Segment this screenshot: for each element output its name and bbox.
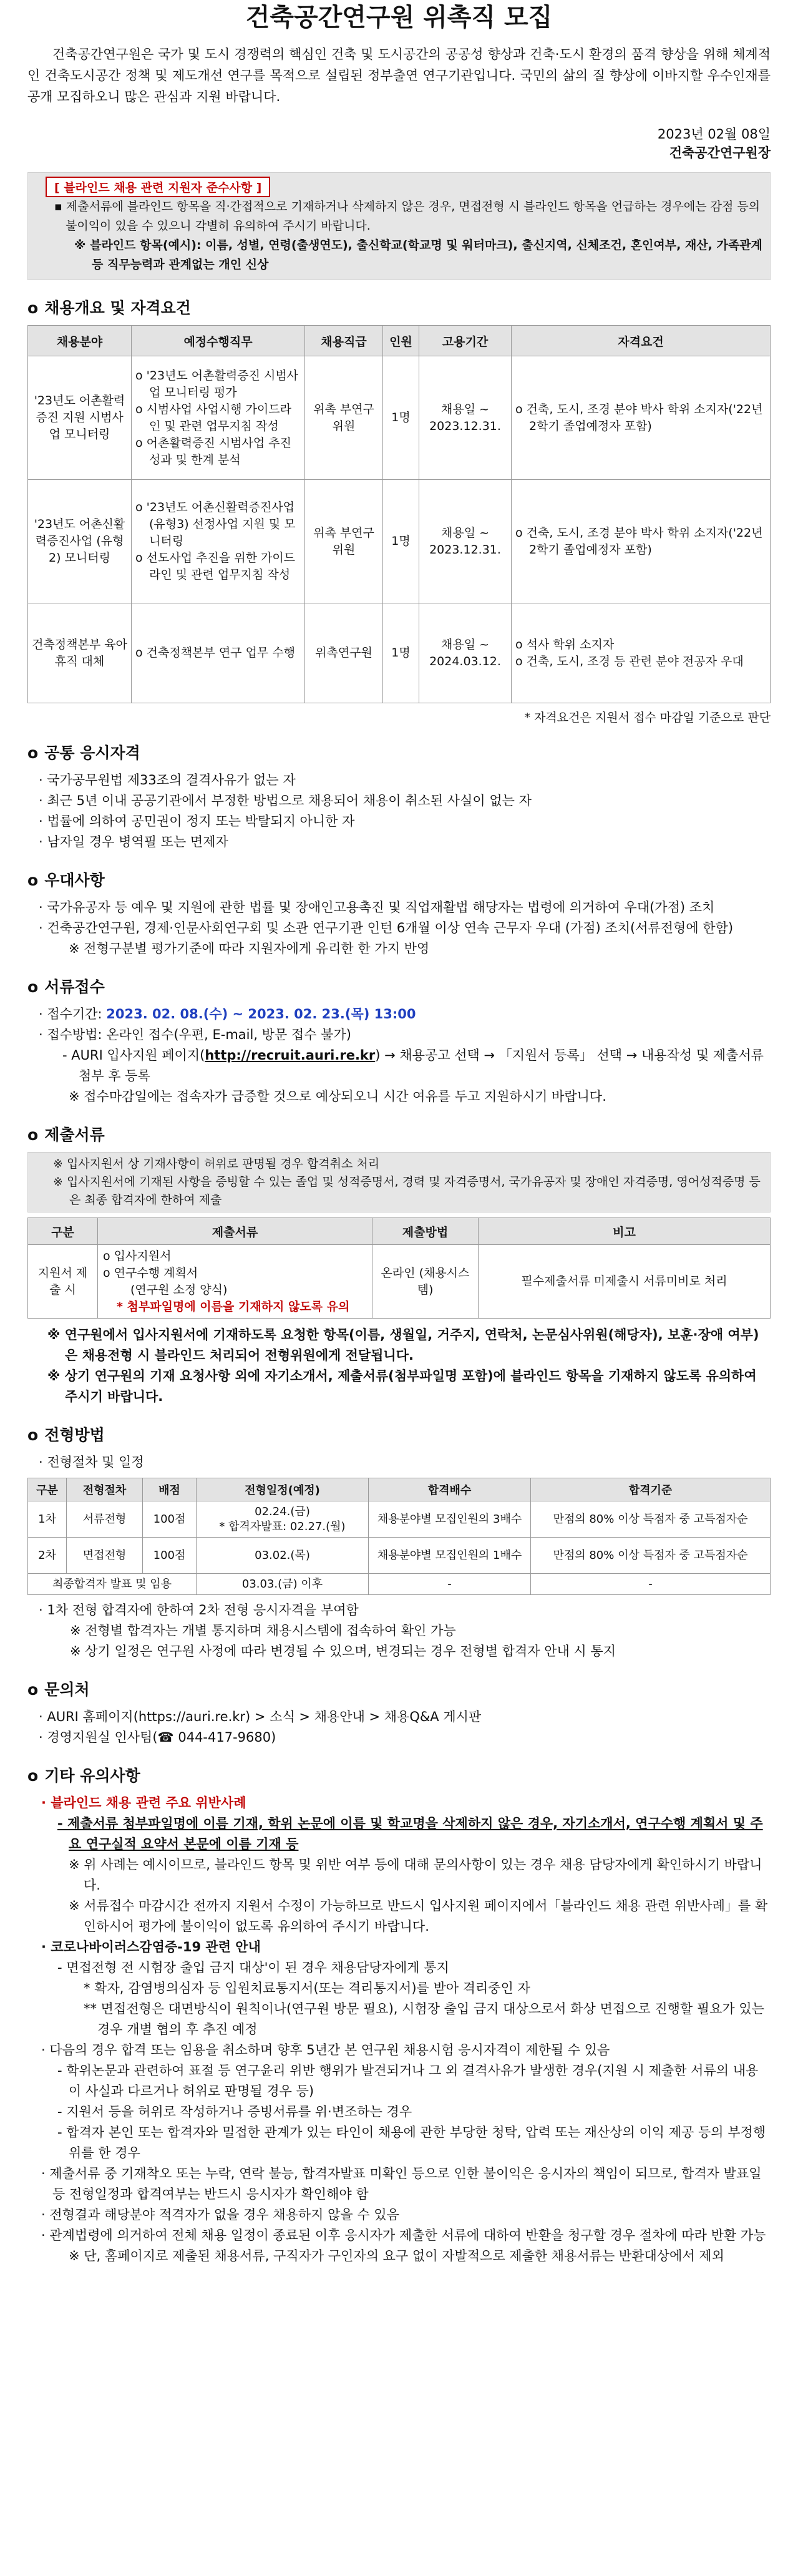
blind-violation-note: ※ 서류접수 마감시간 전까지 지원서 수정이 가능하므로 반드시 입사지원 페이지에서「블라인드 채용 관련 위반사례」를 확인하시어 평가에 불이익이 없도록 유의하여 주시기 바랍니다. xyxy=(69,1898,768,1934)
notice-date: 2023년 02월 08일 xyxy=(657,127,771,142)
covid-main: - 면접전형 전 시험장 출입 금지 대상'이 된 경우 채용담당자에게 통지 xyxy=(57,1960,449,1975)
table-row: 최종합격자 발표 및 임용 03.03.(금) 이후 - - xyxy=(28,1574,771,1595)
table-row: 지원서 제출 시 o 입사지원서 o 연구수행 계획서 (연구원 소정 양식) * 첨부파일명에 이름을 기재하지 않도록 유의 온라인 (채용시스템) 필수제출서류 미제출시 서류미비로 처리 xyxy=(28,1245,771,1319)
page-title: 건축공간연구원 위촉직 모집 xyxy=(245,3,553,32)
list-item: - 지원서 등을 허위로 작성하거나 증빙서류를 위·변조하는 경우 xyxy=(57,2104,412,2119)
blind-violation-title: · 블라인드 채용 관련 주요 위반사례 xyxy=(41,1795,246,1810)
table-row: 2차 면접전형 100점 03.02.(목) 채용분야별 모집인원의 1배수 만점의 80% 이상 득점자 중 고득점자순 xyxy=(28,1538,771,1574)
blind-violation-note: ※ 위 사례는 예시이므로, 블라인드 항목 및 위반 여부 등에 대해 문의사항이 있는 경우 채용 담당자에게 확인하시기 바랍니다. xyxy=(69,1857,762,1893)
covid-note: ** 면접전형은 대면방식이 원칙이나(연구원 방문 필요), 시험장 출입 금지 대상으로서 화상 면접으로 진행할 필요가 있는 경우 개별 협의 후 추진 예정 xyxy=(84,2001,764,2037)
table-row: '23년도 어촌신활력증진사업 (유형2) 모니터링 o '23년도 어촌신활력증진사업 (유형3) 선정사업 지원 및 모니터링 o 선도사업 추진을 위한 가이드라인 및 관련 업무지침 작성 위촉 부연구위원 1명 채용일 ~ 2023.12.31. o 건축, 도시, 조경 분야 박사 학위 소지자('22년 2학기 졸업예정자 포함) xyxy=(28,480,771,603)
documents-warning-box: ※ 입사지원서 상 기재사항이 허위로 판명될 경우 합격취소 처리 ※ 입사지원서에 기재된 사항을 증빙할 수 있는 졸업 및 성적증명서, 경력 및 자격증명서, 국가유공자 및 장애인 자격증명, 영어성적증명 등은 최종 합격자에 한하여 제출 xyxy=(27,1152,771,1212)
recruit-site-link[interactable]: http://recruit.auri.re.kr xyxy=(205,1048,376,1063)
selection-note: ※ 전형별 합격자는 개별 통지하며 채용시스템에 접속하여 확인 가능 xyxy=(70,1623,456,1638)
section-heading-documents: o 제출서류 xyxy=(27,1126,105,1144)
table-header-row: 채용분야 예정수행직무 채용직급 인원 고용기간 자격요건 xyxy=(28,326,771,356)
selection-note: ※ 상기 일정은 연구원 사정에 따라 변경될 수 있으며, 변경되는 경우 전형별 합격자 안내 시 통지 xyxy=(70,1644,616,1659)
contact-website[interactable]: · AURI 홈페이지(https://auri.re.kr) > 소식 > 채용안내 > 채용Q&A 게시판 xyxy=(39,1709,482,1724)
list-item: · 국가공무원법 제33조의 결격사유가 없는 자 xyxy=(39,773,296,788)
table-row: '23년도 어촌활력증진 지원 시범사업 모니터링 o '23년도 어촌활력증진 시범사업 모니터링 평가 o 시범사업 사업시행 가이드라인 및 관련 업무지침 작성 o 어촌활력증진 시범사업 추진 성과 및 한계 분석 위촉 부연구위원 1명 채용일 ~ 2023.12.31. o 건축, 도시, 조경 분야 박사 학위 소지자('22년 2학기 졸업예정자 포함) xyxy=(28,356,771,480)
table-row: 건축정책본부 육아휴직 대체 o 건축정책본부 연구 업무 수행 위촉연구원 1명 채용일 ~ 2024.03.12. o 석사 학위 소지자 o 건축, 도시, 조경 등 관련 분야 전공자 우대 xyxy=(28,603,771,703)
selection-sub: · 전형절차 및 일정 xyxy=(39,1455,144,1470)
overview-table xyxy=(27,325,771,703)
list-item: · 다음의 경우 합격 또는 임용을 취소하며 향후 5년간 본 연구원 채용시험 응시자격이 제한될 수 있음 xyxy=(41,2042,610,2057)
selection-after: · 1차 전형 합격자에 한하여 2차 전형 응시자격을 부여함 xyxy=(39,1603,359,1617)
section-heading-contact: o 문의처 xyxy=(27,1681,90,1699)
list-item: - 학위논문과 관련하여 표절 등 연구윤리 위반 행위가 발견되거나 그 외 결격사유가 발생한 경우(지원 시 제출한 서류의 내용이 사실과 다르거나 허위로 판명될 경우 등) xyxy=(57,2063,759,2099)
application-method: · 접수방법: 온라인 접수(우편, E-mail, 방문 접수 불가) xyxy=(39,1027,351,1042)
documents-table xyxy=(27,1217,771,1319)
blind-notice-line: ▪ 제출서류에 블라인드 항목을 직·간접적으로 기재하거나 삭제하지 않은 경우, 면접전형 시 블라인드 항목을 언급하는 경우에는 감점 등의 불이익이 있을 수 있으니 각별히 유의하여 주시기 바랍니다. xyxy=(54,200,761,233)
covid-title: · 코로나바이러스감염증-19 관련 안내 xyxy=(41,1939,261,1954)
issuer: 건축공간연구원장 xyxy=(669,145,771,160)
application-note: ※ 접수마감일에는 접속자가 급증할 것으로 예상되오니 시간 여유를 두고 지원하시기 바랍니다. xyxy=(69,1089,606,1104)
documents-note: ※ 상기 연구원의 기재 요청사항 외에 자기소개서, 제출서류(첨부파일명 포함)에 블라인드 항목을 기재하지 않도록 유의하여 주시기 바랍니다. xyxy=(47,1368,757,1404)
section-heading-application: o 서류접수 xyxy=(27,978,105,996)
table-row: 1차 서류전형 100점 02.24.(금) * 합격자발표: 02.27.(월) 채용분야별 모집인원의 3배수 만점의 80% 이상 득점자 중 고득점자순 xyxy=(28,1501,771,1538)
table-header-row: 구분 전형절차 배점 전형일정(예정) 합격배수 합격기준 xyxy=(28,1478,771,1501)
list-item: ※ 단, 홈페이지로 제출된 채용서류, 구직자가 구인자의 요구 없이 자발적으로 제출한 채용서류는 반환대상에서 제외 xyxy=(69,2248,724,2263)
covid-note: * 확자, 감염병의심자 등 입원치료통지서(또는 격리통지서)를 받아 격리중인 자 xyxy=(84,1981,530,1996)
recruitment-notice xyxy=(27,0,771,2279)
list-item: · 최근 5년 이내 공공기관에서 부정한 방법으로 채용되어 채용이 취소된 사실이 없는 자 xyxy=(39,793,532,808)
list-item: · 법률에 의하여 공민권이 정지 또는 박탈되지 아니한 자 xyxy=(39,814,355,829)
intro-paragraph: 건축공간연구원은 국가 및 도시 경쟁력의 핵심인 건축 및 도시공간의 공공성 향상과 건축·도시 환경의 품격 향상을 위해 체계적인 건축도시공간 정책 및 제도개선 연구를 목적으로 설립된 정부출연 연구기관입니다. 국민의 삶의 질 향상에 이바지할 우수인재를 공개 모집하오니 많은 관심과 지원 바랍니다. xyxy=(27,47,771,104)
section-heading-common: o 공통 응시자격 xyxy=(27,744,140,762)
contact-phone: · 경영지원실 인사팀(☎ 044-417-9680) xyxy=(39,1730,276,1745)
list-item: - 합격자 본인 또는 합격자와 밀접한 관계가 있는 타인이 채용에 관한 부당한 청탁, 압력 또는 재산상의 이익 제공 등의 부정행위를 한 경우 xyxy=(57,2125,766,2160)
list-item: · 전형결과 해당분야 적격자가 없을 경우 채용하지 않을 수 있음 xyxy=(41,2207,399,2222)
blind-hiring-notice xyxy=(27,172,771,280)
section-heading-selection: o 전형방법 xyxy=(27,1426,105,1444)
list-item: · 건축공간연구원, 경제·인문사회연구회 및 소관 연구기관 인턴 6개월 이상 연속 근무자 우대 (가점) 조치(서류전형에 한함) xyxy=(39,920,734,935)
table-header-row: 구분 제출서류 제출방법 비고 xyxy=(28,1218,771,1245)
list-item: · 남자일 경우 병역필 또는 면제자 xyxy=(39,834,228,849)
blind-notice-title: [ 블라인드 채용 관련 지원자 준수사항 ] xyxy=(46,177,270,197)
list-item: · 관계법령에 의거하여 전체 채용 일정이 종료된 이후 응시자가 제출한 서류에 대하여 반환을 청구할 경우 절차에 따라 반환 가능 xyxy=(41,2228,766,2243)
application-period: · 접수기간: 2023. 02. 08.(수) ~ 2023. 02. 23.(목) 13:00 xyxy=(39,1007,416,1022)
list-item: · 국가유공자 등 예우 및 지원에 관한 법률 및 장애인고용촉진 및 직업재활법 해당자는 법령에 의거하여 우대(가점) 조치 xyxy=(39,900,715,915)
section-heading-preference: o 우대사항 xyxy=(27,871,105,889)
section-heading-overview: o 채용개요 및 자격요건 xyxy=(27,299,191,317)
blind-violation-main: - 제출서류 첨부파일명에 이름 기재, 학위 논문에 이름 및 학교명을 삭제하지 않은 경우, 자기소개서, 연구수행 계획서 및 주요 연구실적 요약서 본문에 이름 기재 등 xyxy=(57,1816,763,1852)
qualification-footnote: * 자격요건은 지원서 접수 마감일 기준으로 판단 xyxy=(524,711,771,724)
list-item: · 제출서류 중 기재착오 또는 누락, 연락 불능, 합격자발표 미확인 등으로 인한 불이익은 응시자의 책임이 되므로, 합격자 발표일 등 전형일정과 합격여부는 반드시 응시자가 확인해야 함 xyxy=(41,2166,762,2202)
section-heading-etc: o 기타 유의사항 xyxy=(27,1767,140,1785)
documents-note: ※ 연구원에서 입사지원서에 기재하도록 요청한 항목(이름, 생월일, 거주지, 연락처, 논문심사위원(해당자), 보훈·장애 여부)은 채용전형 시 블라인드 처리되어 전형위원에게 전달됩니다. xyxy=(47,1327,759,1363)
application-route: - AURI 입사지원 페이지(http://recruit.auri.re.kr) → 채용공고 선택 → 「지원서 등록」 선택 → 내용작성 및 제출서류 첨부 후 등록 xyxy=(62,1048,764,1083)
selection-table xyxy=(27,1478,771,1595)
preference-note: ※ 전형구분별 평가기준에 따라 지원자에게 유리한 한 가지 반영 xyxy=(69,941,430,956)
blind-notice-example: ※ 블라인드 항목(예시): 이름, 성별, 연령(출생연도), 출신학교(학교명 및 워터마크), 출신지역, 신체조건, 혼인여부, 재산, 가족관계 등 직무능력과 관계없는 개인 신상 xyxy=(74,238,762,271)
